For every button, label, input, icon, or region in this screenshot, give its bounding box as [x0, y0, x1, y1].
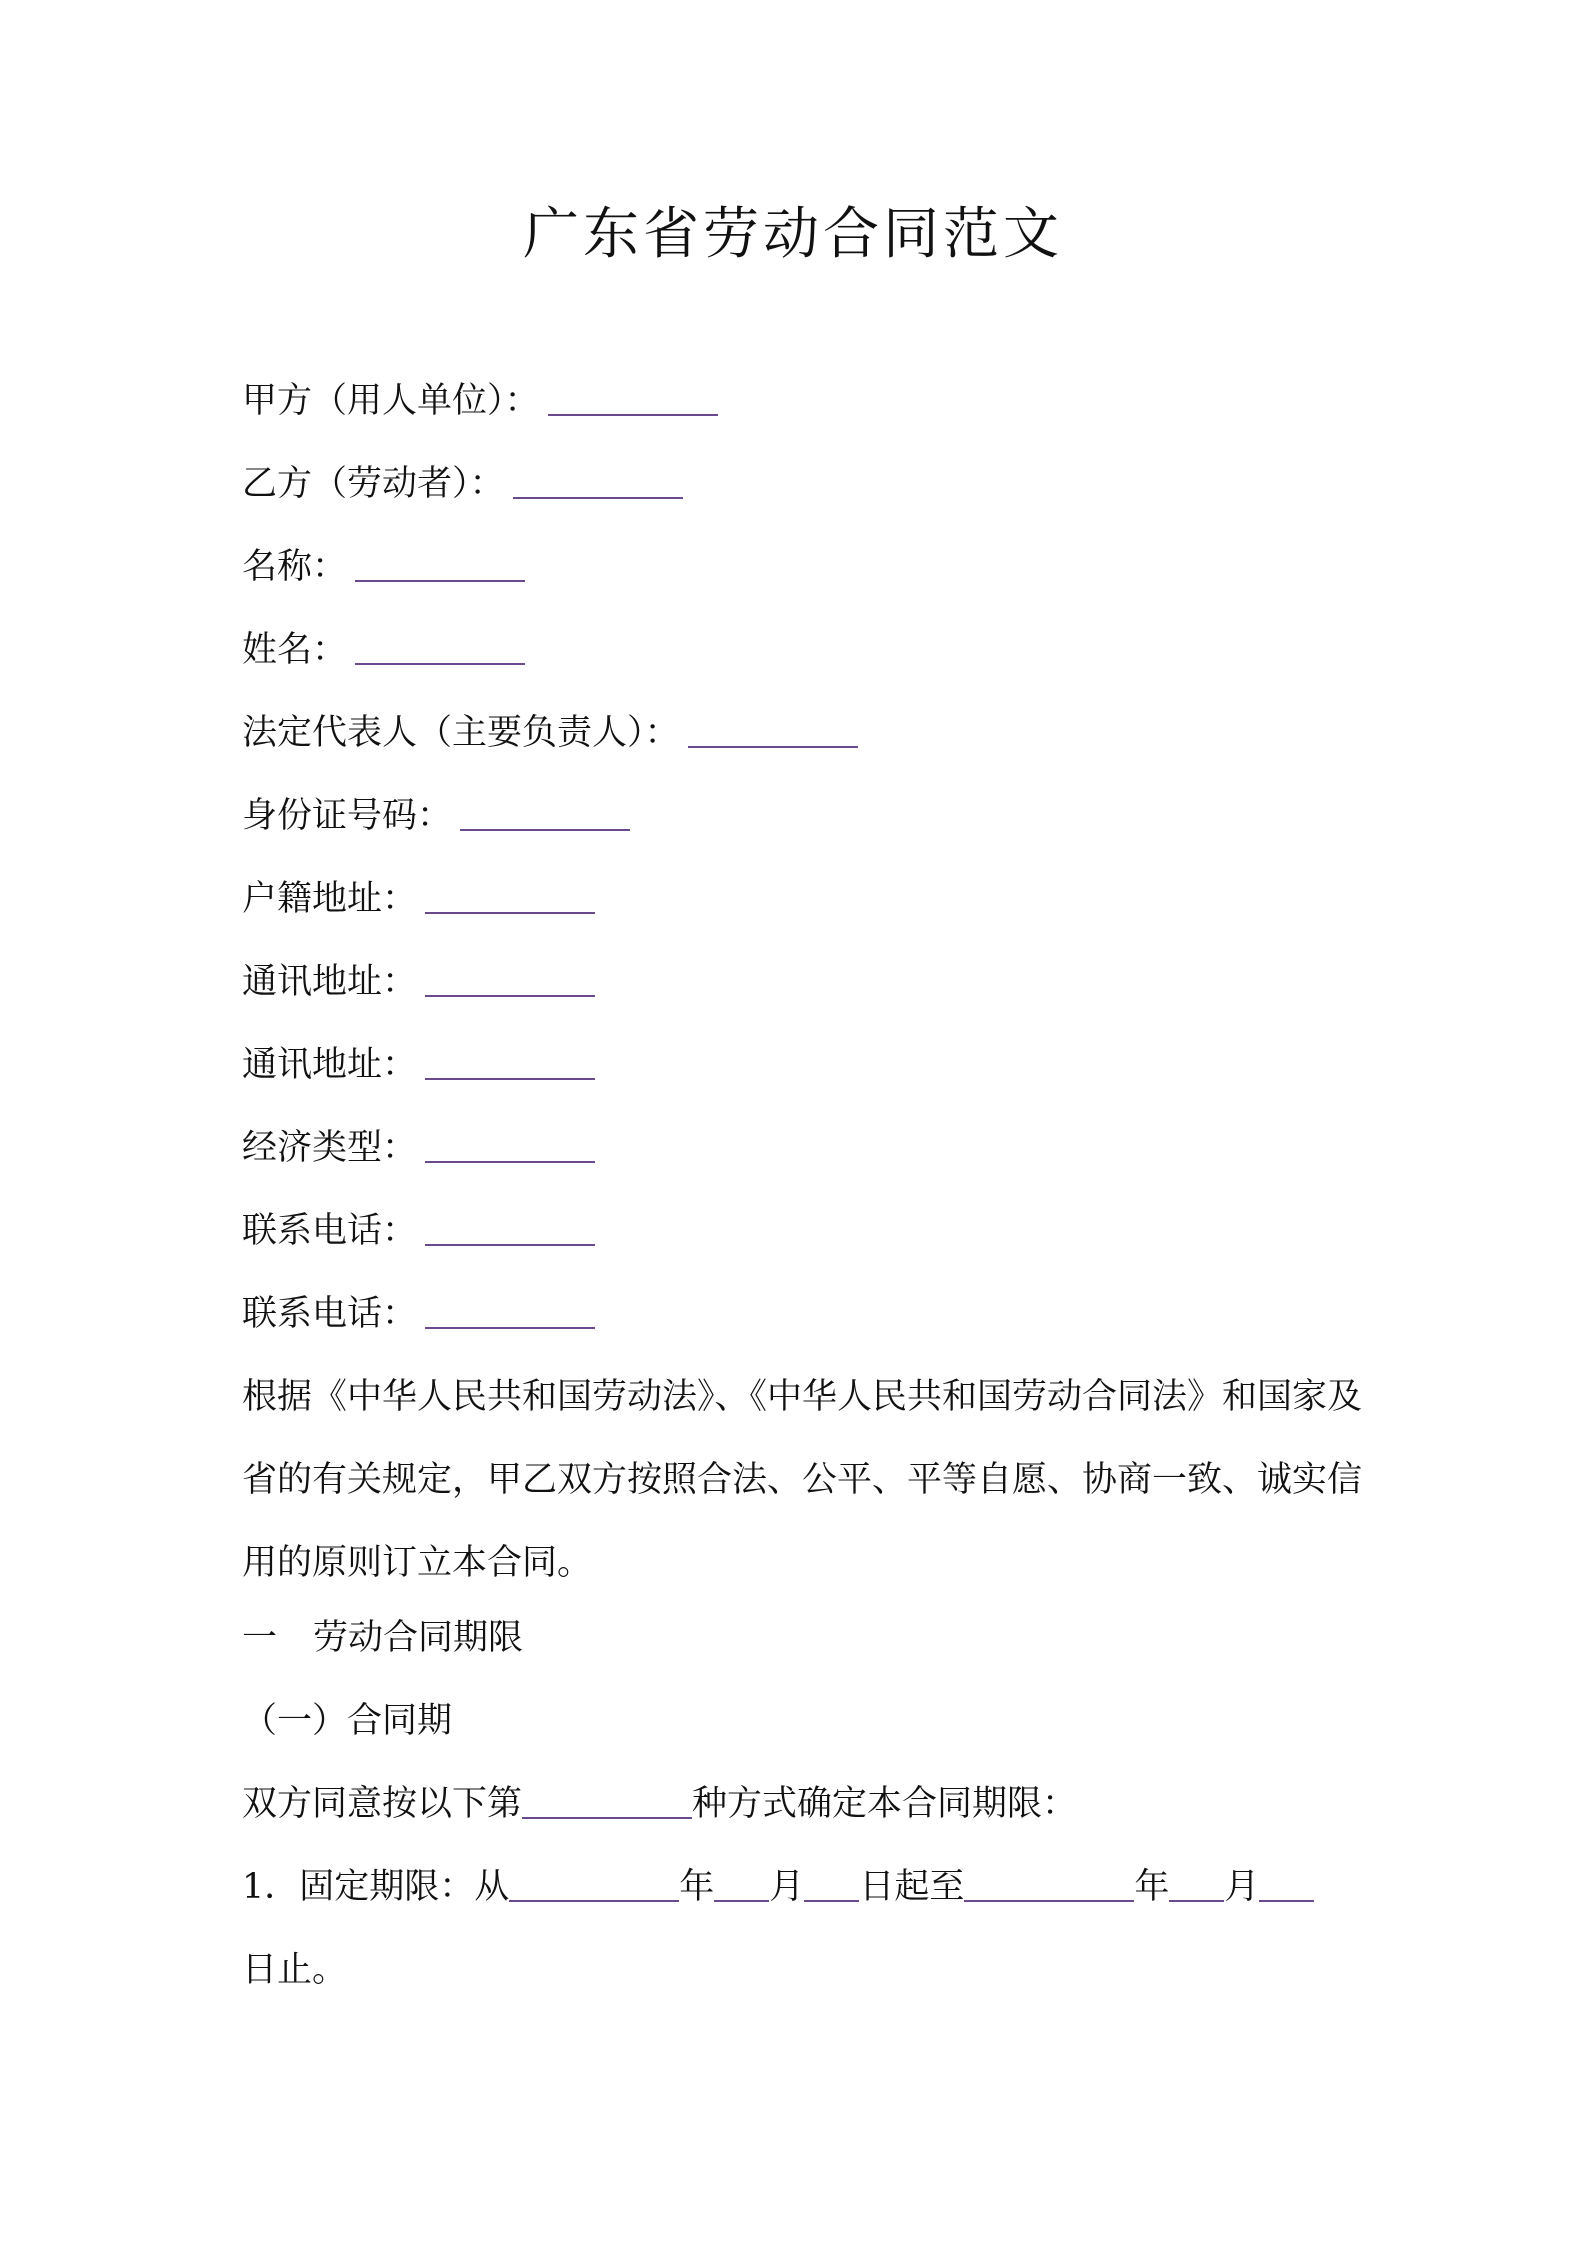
field-label: 通讯地址： [242, 1045, 418, 1085]
section-number: 一 [242, 1618, 278, 1658]
field-label: 身份证号码： [242, 796, 453, 836]
field-label: 通讯地址： [242, 962, 418, 1002]
blank-field[interactable] [688, 700, 858, 748]
field-label: 经济类型： [242, 1128, 418, 1168]
year-label: 年 [1134, 1867, 1170, 1907]
field-label: 联系电话： [242, 1211, 418, 1251]
field-label: 乙方（劳动者）： [242, 464, 505, 504]
blank-field[interactable] [804, 1854, 859, 1902]
field-household-address [242, 866, 1382, 949]
blank-field[interactable] [425, 1032, 595, 1080]
blank-field[interactable] [1169, 1854, 1224, 1902]
field-person-name [242, 617, 1382, 700]
fixed-term-end: 日止。 [242, 1950, 348, 1990]
blank-field[interactable] [522, 1771, 692, 1819]
blank-field[interactable] [513, 451, 683, 499]
month-label: 月 [769, 1867, 805, 1907]
blank-field[interactable] [425, 949, 595, 997]
blank-field[interactable] [964, 1854, 1134, 1902]
method-text-after: 种方式确定本合同期限： [692, 1784, 1078, 1824]
blank-field[interactable] [425, 1115, 595, 1163]
blank-field[interactable] [425, 1198, 595, 1246]
field-label: 姓名： [242, 630, 348, 670]
field-company-name [242, 534, 1382, 617]
field-party-a [242, 368, 1382, 451]
blank-field[interactable] [425, 866, 595, 914]
blank-field[interactable] [509, 1854, 679, 1902]
month-label: 月 [1224, 1867, 1260, 1907]
field-label: 名称： [242, 547, 348, 587]
document-title: 广东省劳动合同范文 [523, 202, 1063, 267]
field-id-number [242, 783, 1382, 866]
field-phone-2 [242, 1281, 1382, 1364]
section-heading [242, 1605, 1382, 1688]
field-label: 甲方（用人单位）： [242, 381, 540, 421]
field-economic-type [242, 1115, 1382, 1198]
section-title: 劳动合同期限 [313, 1618, 524, 1658]
field-party-b [242, 451, 1382, 534]
field-legal-rep [242, 700, 1382, 783]
field-phone [242, 1198, 1382, 1281]
year-label: 年 [679, 1867, 715, 1907]
field-label: 联系电话： [242, 1294, 418, 1334]
field-label: 法定代表人（主要负责人）： [242, 713, 680, 753]
blank-field[interactable] [355, 534, 525, 582]
method-text-before: 双方同意按以下第 [242, 1784, 523, 1824]
fixed-term-line [242, 1854, 1382, 1937]
method-line [242, 1771, 1382, 1854]
field-label: 户籍地址： [242, 879, 418, 919]
blank-field[interactable] [548, 368, 718, 416]
document-body [242, 368, 1382, 2020]
field-mailing-address [242, 949, 1382, 1032]
preamble-paragraph: 根据《中华人民共和国劳动法》、《中华人民共和国劳动合同法》和国家及省的有关规定，甲乙双方按照合法、公平、平等自愿、协商一致、诚实信用的原则订立本合同。 [242, 1377, 1363, 1583]
day-from-label: 日起至 [859, 1867, 965, 1907]
subsection-heading: （一）合同期 [242, 1701, 453, 1741]
fixed-term-prefix: 1．固定期限：从 [242, 1867, 510, 1907]
blank-field[interactable] [460, 783, 630, 831]
blank-field[interactable] [714, 1854, 769, 1902]
blank-field[interactable] [1259, 1854, 1314, 1902]
blank-field[interactable] [425, 1281, 595, 1329]
blank-field[interactable] [355, 617, 525, 665]
field-mailing-address-2 [242, 1032, 1382, 1115]
